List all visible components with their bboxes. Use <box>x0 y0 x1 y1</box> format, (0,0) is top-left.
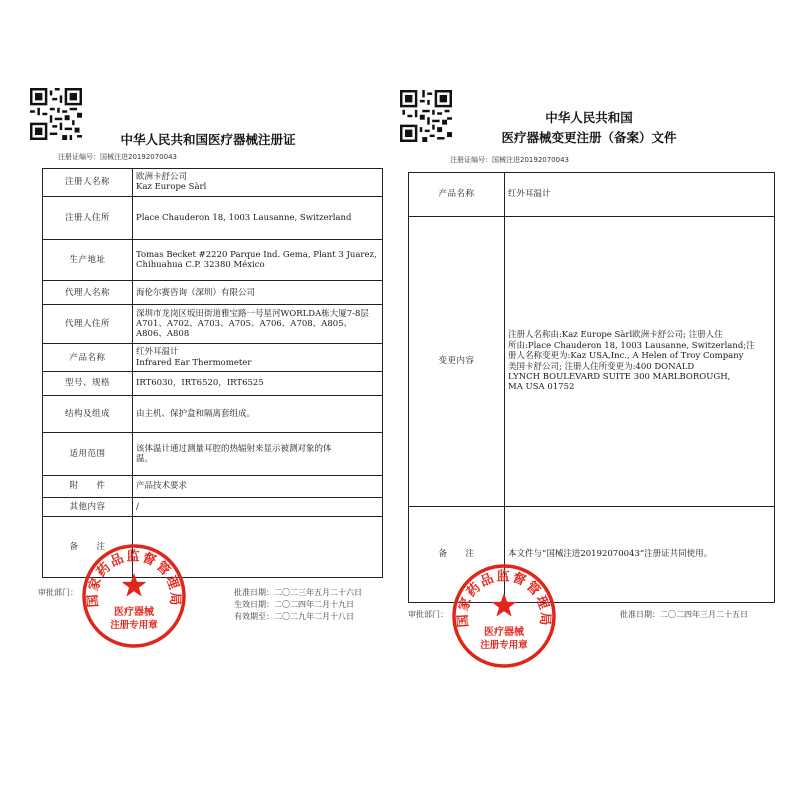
row-value <box>133 196 383 239</box>
row-label: 备 注 <box>409 507 505 603</box>
seal-ring-text: 国家药品监督管理局 <box>85 549 183 608</box>
star-icon <box>492 593 517 617</box>
row-value <box>133 497 383 517</box>
table-row <box>43 240 383 281</box>
row-value <box>505 173 775 217</box>
value-line: 由主机、保护盒和隔离套组成。 <box>136 408 256 419</box>
table-row <box>43 395 383 432</box>
seal-center-line-1: 医疗器械 <box>114 607 154 618</box>
row-label: 附 件 <box>43 476 133 498</box>
seal-center-line-2: 注册专用章 <box>110 620 158 631</box>
table-row <box>409 173 775 217</box>
change-table <box>408 172 775 603</box>
table-row <box>43 281 383 305</box>
registration-number: 注册证编号：国械注进20192070043 <box>450 156 569 164</box>
value-line: A701、A702、A703、A705、A706、A708、A805、A806、A808 <box>136 319 353 340</box>
value-line: MA USA 01752 <box>508 382 575 393</box>
row-label: 代理人名称 <box>43 281 133 305</box>
row-label: 适用范围 <box>43 432 133 475</box>
value-line: LYNCH BOULEVARD SUITE 300 MARLBOROUGH, <box>508 371 731 382</box>
official-seal <box>80 542 188 650</box>
value-line: 欧洲卡舒公司 <box>136 172 188 183</box>
star-icon <box>122 573 147 597</box>
value-line: 所由:Place Chauderon 18, 1003 Lausanne, Switzerland;注 <box>508 340 755 351</box>
table-row <box>43 372 383 396</box>
table-row <box>43 305 383 344</box>
table-row <box>43 196 383 239</box>
row-value <box>133 395 383 432</box>
approval-date: 批准日期：二〇二三年五月二十六日 <box>234 588 362 597</box>
value-line: 红外耳温计 <box>136 347 179 358</box>
row-label: 注册人住所 <box>43 196 133 239</box>
value-line: / <box>136 501 139 512</box>
row-label: 变更内容 <box>409 217 505 507</box>
document-title: 中华人民共和国医疗器械注册证 <box>120 132 296 147</box>
value-line: 册人名称变更为:Kaz USA,Inc., A Helen of Troy Company <box>508 351 744 362</box>
approval-date: 批准日期：二〇二四年三月二十五日 <box>620 610 748 619</box>
value-line: 该体温计通过测量耳腔的热辐射来显示被测对象的体 <box>136 443 332 454</box>
official-seal <box>450 562 558 670</box>
row-value <box>505 217 775 507</box>
table-row <box>43 432 383 475</box>
document-title-line-1: 中华人民共和国 <box>545 110 633 125</box>
table-row <box>409 217 775 507</box>
seal-ring-text: 国家药品监督管理局 <box>455 569 553 628</box>
row-label: 产品名称 <box>43 344 133 372</box>
row-value <box>133 305 383 344</box>
registration-table <box>42 168 383 578</box>
value-line: 海伦尔赛咨询（深圳）有限公司 <box>136 287 256 298</box>
approval-department: 审批部门： <box>408 610 448 619</box>
row-label: 其他内容 <box>43 497 133 517</box>
value-line: 本文件与“国械注进20192070043”注册证共同使用。 <box>508 549 713 560</box>
effective-date: 生效日期：二〇二四年二月十九日 <box>234 600 354 609</box>
row-label: 注册人名称 <box>43 169 133 197</box>
value-line: 注册人名称由:Kaz Europe Sàrl欧洲卡舒公司; 注册人住 <box>508 330 723 341</box>
value-line: 产品技术要求 <box>136 481 188 492</box>
row-value <box>133 344 383 372</box>
table-row <box>43 344 383 372</box>
row-value <box>133 476 383 498</box>
value-line: Kaz Europe Sàrl <box>136 182 207 193</box>
approval-department: 审批部门： <box>38 588 78 597</box>
value-line: IRT6030，IRT6520，IRT6525 <box>136 378 264 389</box>
seal-center-line-1: 医疗器械 <box>484 627 524 638</box>
row-label: 备 注 <box>43 517 133 578</box>
row-value <box>133 372 383 396</box>
value-line: Infrared Ear Thermometer <box>136 357 252 368</box>
registration-number: 注册证编号：国械注进20192070043 <box>58 153 177 161</box>
row-value <box>133 240 383 281</box>
row-label: 代理人住所 <box>43 305 133 344</box>
value-line: 温。 <box>136 453 154 464</box>
value-line: Place Chauderon 18, 1003 Lausanne, Switzerland <box>136 212 352 223</box>
row-label: 型号、规格 <box>43 372 133 396</box>
row-value <box>133 281 383 305</box>
table-row <box>43 497 383 517</box>
expiry-date: 有效期至：二〇二九年二月十八日 <box>234 612 354 621</box>
registration-certificate <box>22 78 394 638</box>
value-line: Tomas Becket #2220 Parque Ind. Gema, Plant 3 Juarez, <box>136 249 377 260</box>
table-row <box>43 476 383 498</box>
row-value <box>133 432 383 475</box>
row-label: 产品名称 <box>409 173 505 217</box>
value-line: 美国卡舒公司; 注册人住所变更为:400 DONALD <box>508 361 695 372</box>
value-line: Chihuahua C.P. 32380 México <box>136 260 265 271</box>
row-value <box>133 169 383 197</box>
value-line: 深圳市龙岗区坂田街道雅宝路一号星河WORLDA栋大厦7-8层 <box>136 308 369 319</box>
value-line: 红外耳温计 <box>508 189 551 200</box>
seal-center-line-2: 注册专用章 <box>480 640 528 651</box>
document-title-line-2: 医疗器械变更注册（备案）文件 <box>501 130 677 145</box>
row-label: 结构及组成 <box>43 395 133 432</box>
table-row <box>43 169 383 197</box>
row-label: 生产地址 <box>43 240 133 281</box>
